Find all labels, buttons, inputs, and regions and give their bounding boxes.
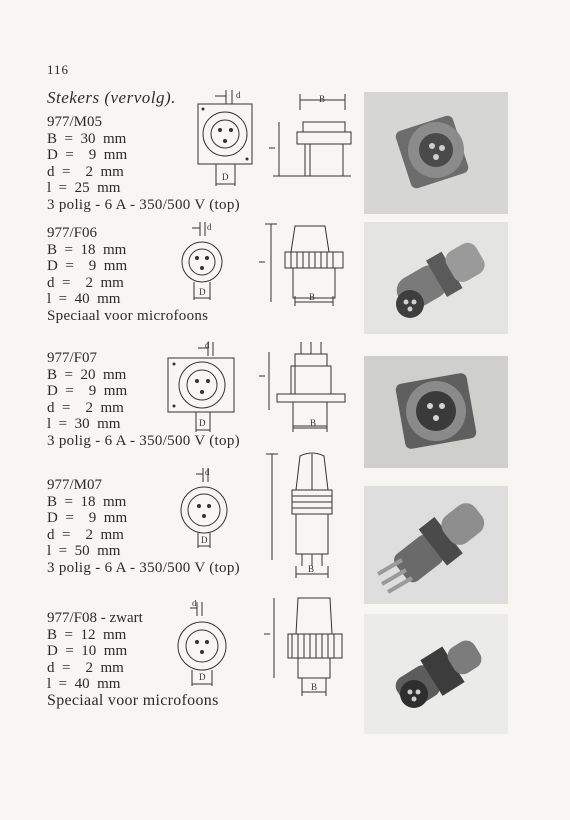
front-view-drawing-f08 bbox=[170, 600, 240, 688]
label-d: d bbox=[192, 600, 197, 608]
spec-line-b: B = 12 mm bbox=[47, 626, 127, 643]
spec-line-l: l = 30 mm bbox=[47, 416, 121, 433]
front-view-drawing-f07 bbox=[166, 340, 246, 436]
label-D: D bbox=[199, 418, 206, 428]
label-D: D bbox=[201, 535, 208, 545]
spec-code: 977/M05 bbox=[47, 114, 103, 130]
spec-line-l: l = 40 mm bbox=[47, 291, 121, 308]
side-view-drawing-f07 bbox=[255, 340, 355, 434]
spec-line-b: B = 18 mm bbox=[47, 493, 127, 510]
spec-line-d-small: d = 2 mm bbox=[47, 274, 124, 291]
connector-photo-f07 bbox=[364, 356, 508, 468]
spec-note: 3 polig - 6 A - 350/500 V (top) bbox=[47, 559, 240, 576]
spec-line-d-small: d = 2 mm bbox=[47, 163, 124, 180]
front-view-drawing-m05 bbox=[190, 90, 270, 190]
spec-line-l: l = 50 mm bbox=[47, 543, 121, 560]
spec-line-b: B = 20 mm bbox=[47, 366, 127, 383]
label-d: d bbox=[207, 222, 212, 232]
spec-line-d-small: d = 2 mm bbox=[47, 399, 124, 416]
spec-note: 3 polig - 6 A - 350/500 V (top) bbox=[47, 196, 240, 213]
connector-photo-m07 bbox=[364, 486, 508, 604]
spec-line-l: l = 25 mm bbox=[47, 180, 121, 197]
label-D: D bbox=[199, 672, 206, 682]
label-d: d bbox=[236, 90, 241, 100]
spec-line-d-large: D = 9 mm bbox=[47, 510, 128, 527]
label-B: B bbox=[310, 418, 317, 428]
connector-photo-f06 bbox=[364, 222, 508, 334]
connector-photo-f08 bbox=[364, 614, 508, 734]
spec-line-b: B = 18 mm bbox=[47, 241, 127, 258]
spec-code: 977/F06 bbox=[47, 225, 98, 241]
side-view-drawing-f06 bbox=[255, 222, 355, 310]
side-view-drawing-m05 bbox=[265, 92, 355, 182]
spec-line-d-large: D = 9 mm bbox=[47, 383, 128, 400]
page-number: 116 bbox=[47, 62, 70, 77]
label-B: B bbox=[311, 682, 318, 692]
spec-line-l: l = 40 mm bbox=[47, 676, 121, 693]
connector-photo-m05 bbox=[364, 92, 508, 214]
spec-line-d-large: D = 9 mm bbox=[47, 147, 128, 164]
spec-line-d-large: D = 10 mm bbox=[47, 643, 128, 660]
spec-line-d-large: D = 9 mm bbox=[47, 258, 128, 275]
front-view-drawing-f06 bbox=[170, 222, 240, 304]
spec-line-b: B = 30 mm bbox=[47, 130, 127, 147]
side-view-drawing-m07 bbox=[262, 450, 352, 582]
section-title: Stekers (vervolg). bbox=[47, 88, 176, 107]
label-D: D bbox=[199, 287, 206, 297]
label-B: B bbox=[319, 94, 326, 104]
spec-code: 977/F08 - zwart bbox=[47, 610, 143, 626]
spec-note: Speciaal voor microfoons bbox=[47, 307, 209, 324]
spec-line-d-small: d = 2 mm bbox=[47, 526, 124, 543]
label-D: D bbox=[222, 172, 229, 182]
label-d: d bbox=[205, 340, 210, 350]
spec-note: 3 polig - 6 A - 350/500 V (top) bbox=[47, 432, 240, 449]
spec-note: Speciaal voor microfoons bbox=[47, 691, 219, 709]
label-B: B bbox=[309, 292, 316, 302]
side-view-drawing-f08 bbox=[262, 594, 352, 700]
label-d: d bbox=[205, 467, 210, 477]
spec-code: 977/M07 bbox=[47, 477, 103, 493]
front-view-drawing-m07 bbox=[172, 466, 242, 550]
spec-code: 977/F07 bbox=[47, 350, 98, 366]
label-B: B bbox=[308, 564, 315, 574]
spec-line-d-small: d = 2 mm bbox=[47, 659, 124, 676]
